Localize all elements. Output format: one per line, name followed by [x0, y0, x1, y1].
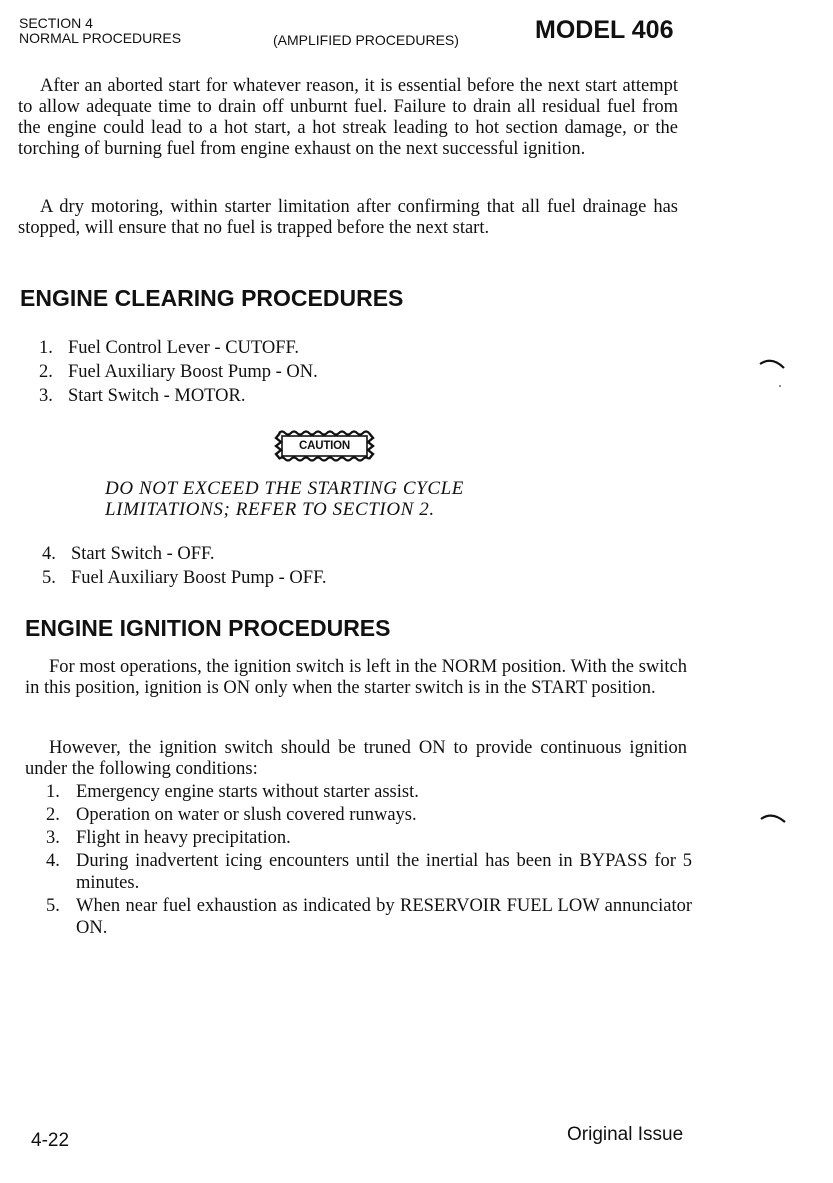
list-item	[46, 781, 692, 803]
ignition-heading: ENGINE IGNITION PROCEDURES	[25, 615, 391, 641]
list-item	[39, 384, 459, 408]
step-number: 5.	[42, 568, 56, 588]
ignition-paragraph-1: For most operations, the ignition switch is left in the NORM position. With the switch in this position, ignition is ON only when the starter switch is in the START position.	[25, 657, 687, 698]
section-name: NORMAL PROCEDURES	[19, 30, 182, 46]
step-number: 1.	[39, 338, 53, 358]
condition-text: When near fuel exhaustion as indicated by RESERVOIR FUEL LOW annunciator ON.	[76, 896, 692, 938]
margin-mark-icon	[760, 361, 784, 368]
condition-number: 2.	[46, 805, 60, 825]
list-item	[39, 336, 459, 360]
step-text: Fuel Auxiliary Boost Pump - OFF.	[71, 568, 327, 588]
step-number: 3.	[39, 386, 53, 406]
condition-text: Emergency engine starts without starter assist.	[76, 782, 419, 802]
condition-text: During inadvertent icing encounters until the inertial has been in BYPASS for 5 minutes.	[76, 851, 692, 893]
list-item	[39, 360, 459, 384]
list-item	[42, 542, 462, 566]
step-text: Start Switch - OFF.	[71, 544, 215, 564]
clearing-heading: ENGINE CLEARING PROCEDURES	[20, 285, 404, 311]
intro-paragraph-2: A dry motoring, within starter limitation after confirming that all fuel drainage has stopped, will ensure that no fuel is trapped before the next start.	[18, 197, 678, 238]
step-number: 2.	[39, 362, 53, 382]
condition-number: 1.	[46, 782, 60, 802]
model-title: MODEL 406	[535, 16, 674, 44]
page-number: 4-22	[31, 1130, 70, 1151]
clearing-steps-list-continued	[42, 542, 462, 590]
ignition-paragraph-2: However, the ignition switch should be truned ON to provide continuous ignition under the following conditions:	[25, 738, 687, 779]
caution-label: CAUTION	[299, 440, 350, 452]
step-number: 4.	[42, 544, 56, 564]
clearing-steps-list	[39, 336, 459, 408]
intro-paragraph-1: After an aborted start for whatever reason, it is essential before the next start attempt to allow adequate time to drain off unburnt fuel. Failure to drain all residual fuel from the engine could lead to a hot start, a hot streak leading to hot section damage, or the torching of burning fuel from engine exhaust on the next successful ignition.	[18, 76, 678, 159]
condition-text: Flight in heavy precipitation.	[76, 828, 291, 848]
list-item	[46, 850, 692, 894]
section-number: SECTION 4	[19, 15, 93, 31]
list-item	[42, 566, 462, 590]
condition-number: 3.	[46, 828, 60, 848]
condition-text: Operation on water or slush covered runways.	[76, 805, 417, 825]
step-text: Start Switch - MOTOR.	[68, 386, 246, 406]
condition-number: 4.	[46, 851, 60, 871]
list-item	[46, 804, 692, 826]
list-item	[46, 895, 692, 939]
section-header	[19, 16, 181, 46]
list-item	[46, 827, 692, 849]
ignition-conditions-list	[46, 781, 692, 940]
margin-mark-icon	[761, 816, 785, 822]
caution-text	[105, 478, 605, 520]
condition-number: 5.	[46, 896, 60, 916]
issue-label: Original Issue	[567, 1124, 684, 1145]
step-text: Fuel Auxiliary Boost Pump - ON.	[68, 362, 318, 382]
caution-text-line-2: LIMITATIONS; REFER TO SECTION 2.	[105, 499, 435, 520]
caution-text-line-1: DO NOT EXCEED THE STARTING CYCLE	[105, 478, 464, 499]
header-subtitle: (AMPLIFIED PROCEDURES)	[273, 32, 459, 48]
step-text: Fuel Control Lever - CUTOFF.	[68, 338, 299, 358]
